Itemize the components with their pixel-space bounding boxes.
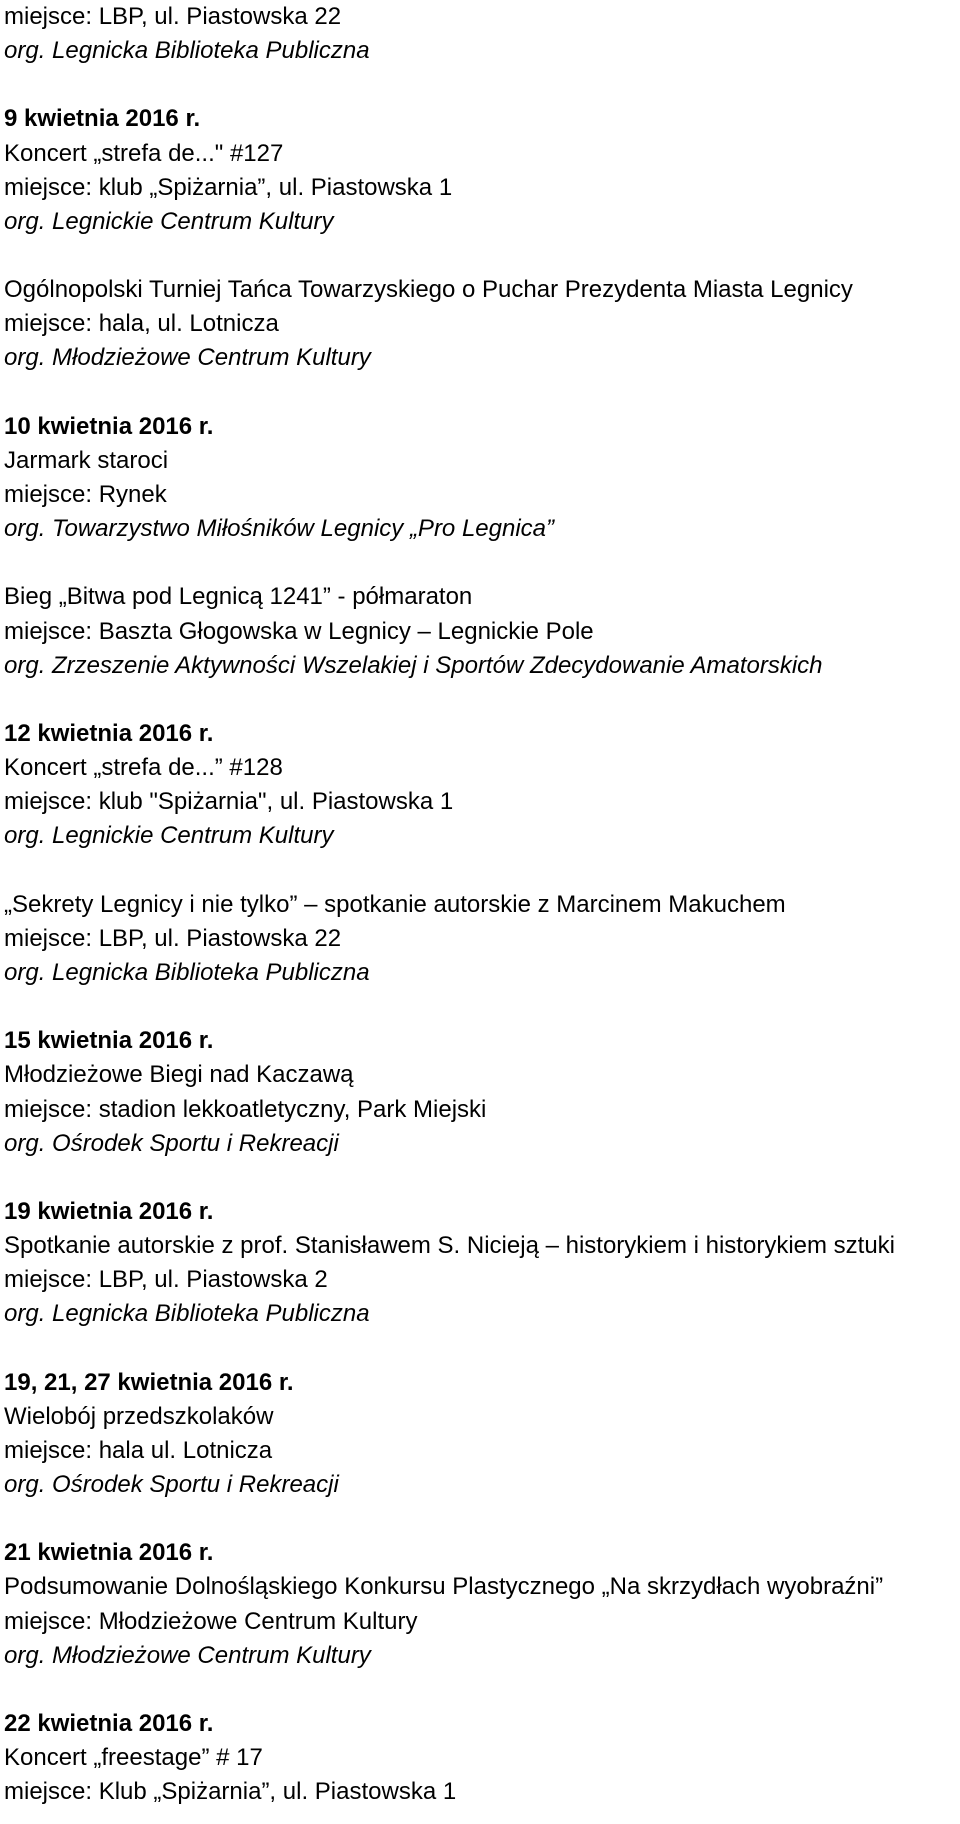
event-organizer: org. Legnickie Centrum Kultury: [4, 207, 334, 235]
event-location: miejsce: Rynek: [4, 480, 167, 508]
event-title: Jarmark staroci: [4, 446, 169, 474]
event-entry: [4, 0, 956, 68]
event-date-heading: 21 kwietnia 2016 r.: [4, 1539, 214, 1567]
event-location: miejsce: hala ul. Lotnicza: [4, 1436, 273, 1464]
event-title: Koncert „strefa de..." #127: [4, 139, 284, 167]
event-entry: [4, 273, 956, 375]
event-entry: [4, 751, 956, 853]
spacer: [4, 1161, 956, 1195]
event-entry: [4, 1058, 956, 1160]
event-title: Koncert „freestage” # 17: [4, 1744, 263, 1772]
event-entry: [4, 137, 956, 239]
spacer: [4, 1502, 956, 1536]
event-title: Podsumowanie Dolnośląskiego Konkursu Plastycznego „Na skrzydłach wyobraźni”: [4, 1573, 884, 1601]
event-entry: [4, 580, 956, 682]
event-organizer: org. Legnickie Centrum Kultury: [4, 822, 334, 850]
spacer: [4, 990, 956, 1024]
event-date-heading: 9 kwietnia 2016 r.: [4, 105, 201, 133]
event-location: miejsce: hala, ul. Lotnicza: [4, 310, 279, 338]
event-location: miejsce: LBP, ul. Piastowska 22: [4, 3, 342, 30]
event-title: „Sekrety Legnicy i nie tylko” – spotkanie autorskie z Marcinem Makuchem: [4, 890, 786, 918]
event-location: miejsce: Młodzieżowe Centrum Kultury: [4, 1607, 418, 1635]
event-date-heading: 12 kwietnia 2016 r.: [4, 719, 214, 747]
event-date-heading: 19 kwietnia 2016 r.: [4, 1197, 214, 1225]
spacer: [4, 854, 956, 888]
spacer: [4, 1331, 956, 1365]
event-entry: [4, 888, 956, 990]
event-entry: [4, 1400, 956, 1502]
event-title: Ogólnopolski Turniej Tańca Towarzyskiego o Puchar Prezydenta Miasta Legnicy: [4, 276, 853, 304]
event-location: miejsce: Baszta Głogowska w Legnicy – Legnickie Pole: [4, 617, 594, 645]
event-title: Bieg „Bitwa pod Legnicą 1241” - półmaraton: [4, 583, 473, 611]
event-organizer: org. Towarzystwo Miłośników Legnicy „Pro Legnica”: [4, 515, 555, 543]
event-organizer: org. Legnicka Biblioteka Publiczna: [4, 958, 370, 986]
event-title: Młodzieżowe Biegi nad Kaczawą: [4, 1061, 354, 1089]
event-organizer: org. Zrzeszenie Aktywności Wszelakiej i Sportów Zdecydowanie Amatorskich: [4, 651, 823, 679]
event-entry: [4, 1570, 956, 1672]
event-location: miejsce: klub „Spiżarnia”, ul. Piastowska 1: [4, 173, 453, 201]
event-location: miejsce: LBP, ul. Piastowska 22: [4, 924, 342, 952]
spacer: [4, 1673, 956, 1707]
event-organizer: org. Legnicka Biblioteka Publiczna: [4, 37, 370, 65]
event-organizer: org. Młodzieżowe Centrum Kultury: [4, 344, 371, 372]
event-organizer: org. Legnicka Biblioteka Publiczna: [4, 1300, 370, 1328]
event-date-heading: 10 kwietnia 2016 r.: [4, 412, 214, 440]
spacer: [4, 546, 956, 580]
spacer: [4, 239, 956, 273]
spacer: [4, 376, 956, 410]
event-location: miejsce: stadion lekkoatletyczny, Park Miejski: [4, 1095, 487, 1123]
event-location: miejsce: klub "Spiżarnia", ul. Piastowska 1: [4, 788, 454, 816]
event-title: Spotkanie autorskie z prof. Stanisławem S. Nicieją – historykiem i historykiem sztuki: [4, 1232, 895, 1260]
event-location: miejsce: LBP, ul. Piastowska 2: [4, 1266, 328, 1294]
event-date-heading: 19, 21, 27 kwietnia 2016 r.: [4, 1368, 294, 1396]
event-title: Koncert „strefa de...” #128: [4, 754, 283, 782]
event-date-heading: 22 kwietnia 2016 r.: [4, 1710, 214, 1738]
event-organizer: org. Młodzieżowe Centrum Kultury: [4, 1641, 371, 1669]
event-date-heading: 15 kwietnia 2016 r.: [4, 1027, 214, 1055]
event-organizer: org. Ośrodek Sportu i Rekreacji: [4, 1471, 339, 1499]
spacer: [4, 683, 956, 717]
event-entry: [4, 1229, 956, 1331]
event-location: miejsce: Klub „Spiżarnia”, ul. Piastowska 1: [4, 1778, 457, 1806]
event-calendar: [4, 0, 956, 1809]
event-entry: [4, 444, 956, 546]
event-organizer: org. Ośrodek Sportu i Rekreacji: [4, 1129, 339, 1157]
spacer: [4, 68, 956, 102]
event-title: Wielobój przedszkolaków: [4, 1402, 274, 1430]
event-entry: [4, 1741, 956, 1809]
